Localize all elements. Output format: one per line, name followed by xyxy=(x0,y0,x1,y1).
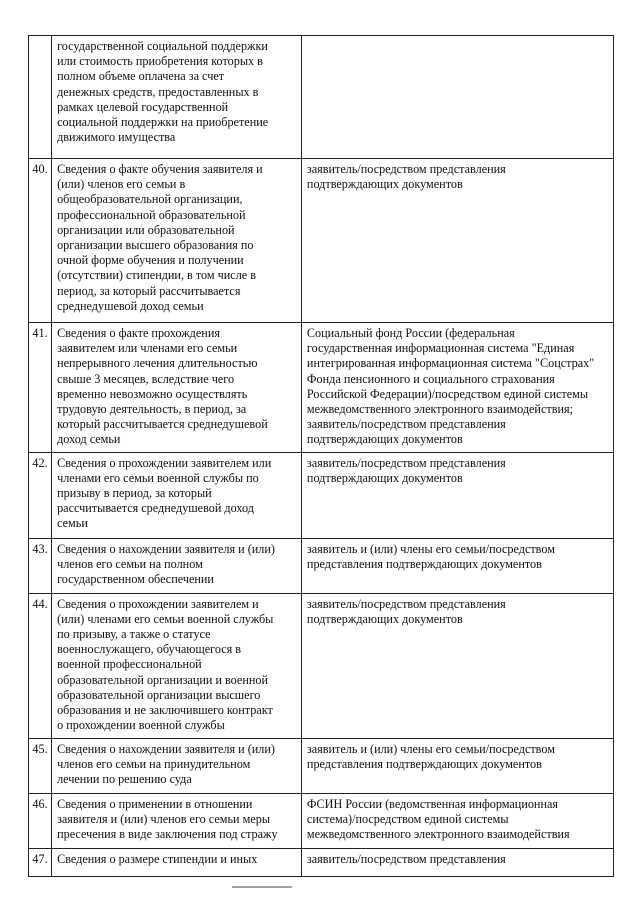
table-row xyxy=(29,738,614,793)
row-source: заявитель и (или) члены его семьи/посредством представления подтверждающих документов xyxy=(306,741,555,771)
table-row xyxy=(29,848,614,876)
row-source: заявитель/посредством представления подтверждающих документов xyxy=(306,596,506,626)
row-description: Сведения о нахождении заявителя и (или) членов его семьи на полном государственном обеспечении xyxy=(57,541,275,587)
row-source: Социальный фонд России (федеральная государственная информационная система "Единая интегрированная информационная система "Соцстрах" Фонда пенсионного и социального страхования Российской Федерации)/посредством единой системы межведомственного электронного взаимодействия; заявитель/посредством представления подтверждающих документов xyxy=(306,326,595,447)
row-source: заявитель и (или) члены его семьи/посредством представления подтверждающих документов xyxy=(306,541,555,571)
row-description: Сведения о прохождении заявителем или членами его семьи военной службы по призыву в период, за который рассчитывается среднедушевой доход семьи xyxy=(57,455,272,531)
row-description: Сведения о факте обучения заявителя и (или) членов его семьи в общеобразовательной организации, профессиональной образовательной организации или образовательной организации высшего образования по очной форме обучения и получении (отсутствии) стипендии, в том числе в период, за который рассчитывается среднедушевой доход семьи xyxy=(57,162,263,313)
row-description: Сведения о нахождении заявителя и (или) членов его семьи на принудительном лечении по решению суда xyxy=(57,741,275,787)
row-description: Сведения о факте прохождения заявителем или членами его семьи непрерывного лечения длительностью свыше 3 месяцев, вследствие чего временно невозможно осуществлять трудовую деятельность, в период, за который рассчитывается среднедушевой доход семьи xyxy=(57,326,268,447)
row-number: 42. xyxy=(29,452,52,538)
row-number: 45. xyxy=(29,738,52,793)
table-row xyxy=(29,452,614,538)
row-number: 40. xyxy=(29,159,52,323)
table-row xyxy=(29,538,614,593)
table-row xyxy=(29,593,614,738)
row-description: Сведения о прохождении заявителем и (или) членами его семьи военной службы по призыву, а также о статусе военнослужащего, обучающегося в военной профессиональной образовательной организации и военной образовательной организации высшего образования и не заключившего контракт о прохождении военной службы xyxy=(57,596,274,733)
row-source: заявитель/посредством представления xyxy=(306,851,506,866)
table-row xyxy=(29,36,614,159)
table-row xyxy=(29,793,614,848)
row-number xyxy=(29,36,52,159)
row-number: 47. xyxy=(29,848,52,876)
row-number: 44. xyxy=(29,593,52,738)
row-number: 46. xyxy=(29,793,52,848)
row-description: Сведения о размере стипендии и иных xyxy=(57,851,258,866)
row-number: 43. xyxy=(29,538,52,593)
row-source: ФСИН России (ведомственная информационная система)/посредством единой системы межведомственного электронного взаимодействия xyxy=(306,796,570,842)
row-description: Сведения о применении в отношении заявителя и (или) членов его семьи меры пресечения в виде заключения под стражу xyxy=(57,796,278,842)
row-source: заявитель/посредством представления подтверждающих документов xyxy=(306,162,506,192)
row-number: 41. xyxy=(29,323,52,453)
row-description: государственной социальной поддержки или стоимость приобретения которых в полном объеме оплачена за счет денежных средств, предоставленных в рамках целевой государственной социальной поддержки на приобретение движимого имущества xyxy=(57,39,269,145)
row-source: заявитель/посредством представления подтверждающих документов xyxy=(306,455,506,485)
table-row xyxy=(29,323,614,453)
table-row xyxy=(29,159,614,323)
document-table xyxy=(28,35,614,877)
scan-artifact xyxy=(232,886,292,898)
